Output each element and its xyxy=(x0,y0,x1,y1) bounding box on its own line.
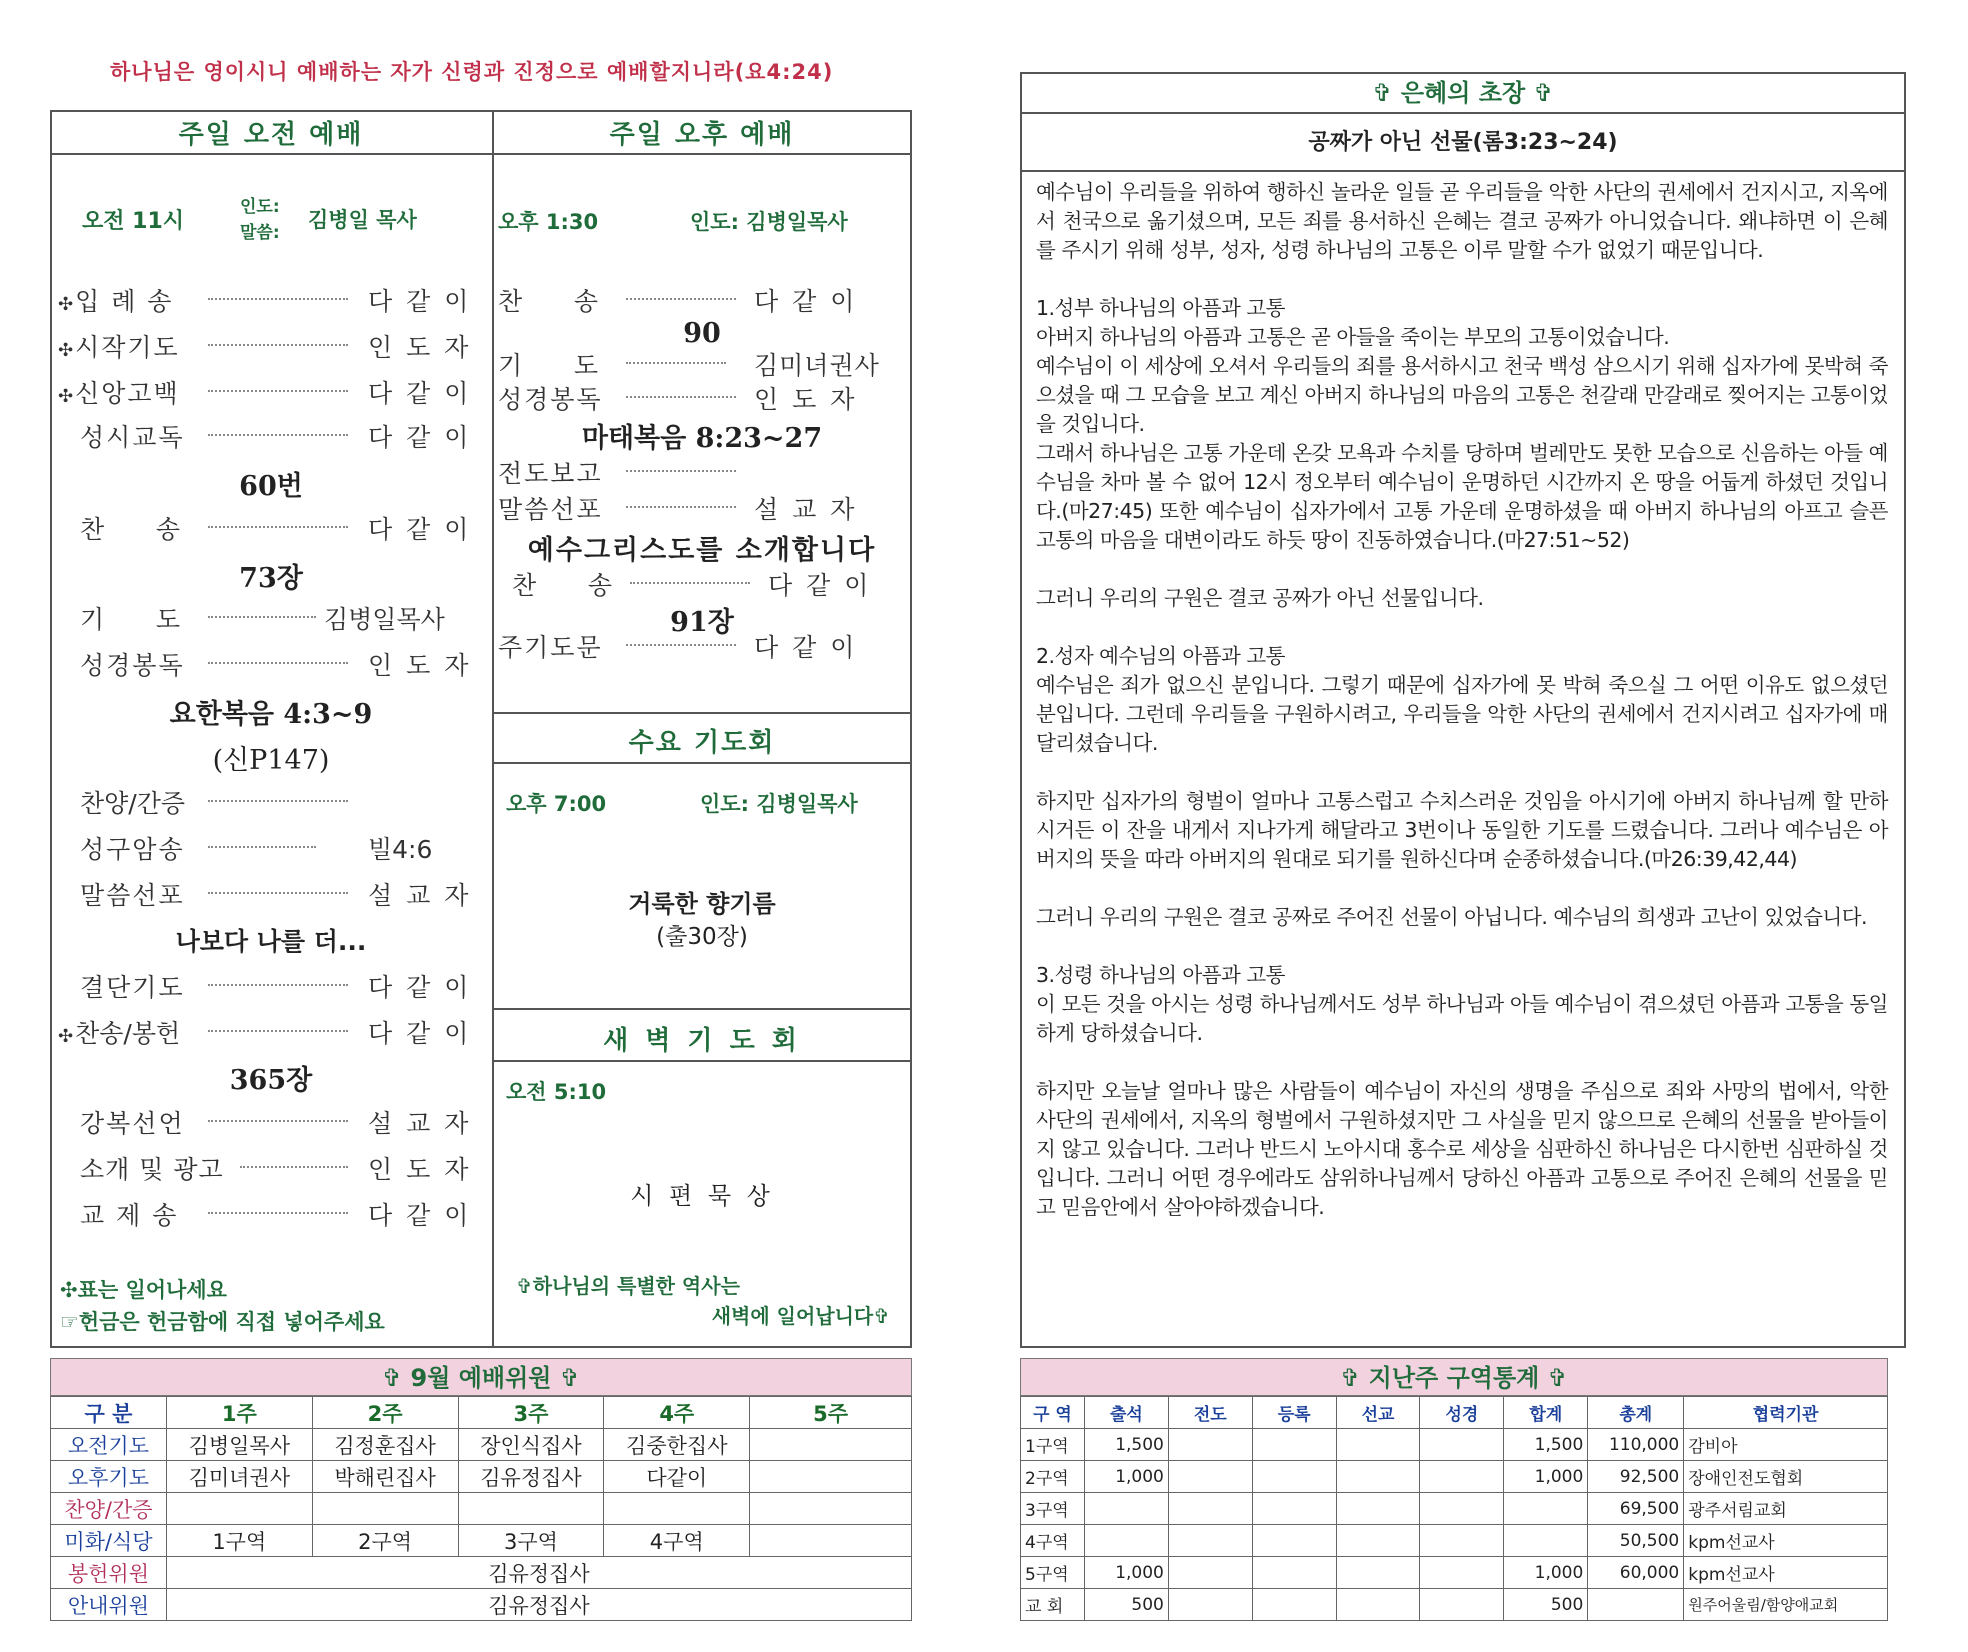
order-item xyxy=(80,646,480,680)
dotted-leader xyxy=(626,362,726,364)
morning-sermon-label: 말씀: xyxy=(240,223,280,243)
district-stats-table xyxy=(1020,1396,1888,1621)
table-cell: 2구역 xyxy=(312,1525,458,1557)
table-cell: 김유정집사 xyxy=(166,1557,911,1589)
morning-pastor: 김병일 목사 xyxy=(308,208,417,232)
order-value: 다 같 이 xyxy=(368,423,472,452)
column-header: 총계 xyxy=(1588,1397,1684,1429)
order-item xyxy=(498,490,908,524)
dawn-time: 오전 5:10 xyxy=(506,1080,607,1104)
order-label: 성시교독 xyxy=(80,423,185,452)
stand-note: ✣표는 일어나세요 xyxy=(60,1278,227,1302)
table-cell xyxy=(1168,1557,1252,1589)
dotted-leader xyxy=(626,396,736,398)
dotted-leader xyxy=(208,1212,348,1214)
dotted-leader xyxy=(208,344,348,346)
table-cell: 69,500 xyxy=(1588,1493,1684,1525)
table-cell xyxy=(1420,1493,1504,1525)
table-row xyxy=(1021,1589,1888,1621)
table-header-row xyxy=(1021,1397,1888,1429)
table-cell: 1,000 xyxy=(1504,1557,1588,1589)
order-item xyxy=(80,784,480,818)
table-cell xyxy=(1252,1589,1336,1621)
stand-up-icon: ✣ xyxy=(58,386,76,407)
afternoon-hymn: 90 xyxy=(683,318,721,349)
worship-committee-title: ✞ 9월 예배위원 ✞ xyxy=(382,1364,580,1392)
dotted-leader xyxy=(208,298,348,300)
table-cell: 1,000 xyxy=(1084,1557,1168,1589)
order-item xyxy=(58,328,478,362)
column-header: 구 역 xyxy=(1021,1397,1085,1429)
dotted-leader xyxy=(240,1166,348,1168)
dotted-leader xyxy=(630,582,750,584)
table-cell: 500 xyxy=(1084,1589,1168,1621)
table-cell xyxy=(1252,1429,1336,1461)
table-cell xyxy=(1252,1493,1336,1525)
table-cell: 2구역 xyxy=(1021,1461,1085,1493)
dotted-leader xyxy=(626,506,736,508)
table-cell xyxy=(1168,1525,1252,1557)
dotted-leader xyxy=(208,892,348,894)
wednesday-scripture: (출30장) xyxy=(656,924,748,950)
order-label: 결단기도 xyxy=(80,973,185,1002)
table-row xyxy=(51,1557,912,1589)
table-cell: 1,000 xyxy=(1084,1461,1168,1493)
article-paragraph: 예수님이 우리들을 위하여 행하신 놀라운 일들 곧 우리들을 악한 사단의 권세에서 건지시고, 지옥에서 천국으로 옮기셨으며, 모든 죄를 용서하신 은혜는 결코 공짜가 아니었습니다. 왜냐하면 이 은혜를 주시기 위해 성부, 성자, 성령 하나님의 고통은 이루 말할 수가 없었기 때문입니다. xyxy=(1036,180,1888,262)
order-item xyxy=(58,1014,478,1048)
table-cell: 3구역 xyxy=(1021,1493,1085,1525)
wednesday-service xyxy=(492,712,912,1008)
table-row xyxy=(1021,1557,1888,1589)
column-header: 선교 xyxy=(1336,1397,1420,1429)
offering-hymn: 365장 xyxy=(229,1065,313,1096)
table-cell xyxy=(1336,1493,1420,1525)
table-row xyxy=(1021,1429,1888,1461)
afternoon-sermon-title: 예수그리스도를 소개합니다 xyxy=(527,535,877,566)
order-value: 설 교 자 xyxy=(368,881,472,910)
order-label: 기 도 xyxy=(498,351,601,380)
order-value: 다 같 이 xyxy=(754,287,858,316)
table-cell xyxy=(1168,1493,1252,1525)
order-label: 찬 송 xyxy=(80,515,183,544)
column-header: 2주 xyxy=(312,1397,458,1429)
table-row xyxy=(1021,1493,1888,1525)
grace-title-bar xyxy=(1020,72,1906,114)
table-cell: 광주서림교회 xyxy=(1684,1493,1888,1525)
table-cell xyxy=(458,1493,604,1525)
dotted-leader xyxy=(626,470,736,472)
district-stats-title: ✞ 지난주 구역통계 ✞ xyxy=(1340,1364,1568,1392)
column-header: 합계 xyxy=(1504,1397,1588,1429)
table-cell xyxy=(1336,1429,1420,1461)
dotted-leader xyxy=(208,984,348,986)
order-value: 다 같 이 xyxy=(754,633,858,662)
table-cell xyxy=(604,1493,750,1525)
order-value: 다 같 이 xyxy=(368,287,472,316)
afternoon-time: 오후 1:30 xyxy=(498,210,599,234)
wednesday-time: 오후 7:00 xyxy=(506,792,607,816)
table-cell: 김정훈집사 xyxy=(312,1429,458,1461)
table-row xyxy=(51,1589,912,1621)
table-cell xyxy=(1336,1461,1420,1493)
table-cell: 김병일목사 xyxy=(166,1429,312,1461)
column-header: 5주 xyxy=(750,1397,912,1429)
psalm-number: 60번 xyxy=(239,471,303,502)
table-cell: 교 회 xyxy=(1021,1589,1085,1621)
order-label: 신앙고백 xyxy=(75,379,180,408)
order-item xyxy=(80,830,480,864)
morning-scripture-page: (신P147) xyxy=(212,745,330,776)
order-value: 다 같 이 xyxy=(768,571,872,600)
column-header: 성경 xyxy=(1420,1397,1504,1429)
morning-sermon-title: 나보다 나를 더... xyxy=(175,927,367,956)
morning-leader-label: 인도: xyxy=(240,197,280,217)
order-label: 시작기도 xyxy=(75,333,180,362)
table-cell xyxy=(1168,1461,1252,1493)
article-paragraph: 하지만 십자가의 형벌이 얼마나 고통스럽고 수치스러운 것임을 아시기에 아버지 하나님께 할 만하시거든 이 잔을 내게서 지나가게 해달라고 3번이나 동일한 기도를 드렸습니다. 그러나 예수님은 아버지의 뜻을 따라 아버지의 원대로 되기를 원하신다며 순종하셨습니다.(마26:39,42,44) xyxy=(1036,789,1888,871)
dawn-title: 새 벽 기 도 회 xyxy=(603,1026,801,1056)
morning-time: 오전 11시 xyxy=(82,209,185,234)
order-value: 다 같 이 xyxy=(368,1201,472,1230)
table-cell: 1,500 xyxy=(1504,1429,1588,1461)
table-row xyxy=(51,1493,912,1525)
article-paragraph: 하지만 오늘날 얼마나 많은 사람들이 예수님이 자신의 생명을 주심으로 죄와 사망의 법에서, 악한 사단의 권세에서, 지옥의 형벌에서 구원하셨지만 그 사실을 믿지 않으므로 은혜의 선물을 받아들이지 않고 있습니다. 그러나 반드시 노아시대 홍수로 세상을 심판하신 하나님은 다시한번 심판하실 것입니다. 그러니 어떤 경우에라도 삼위하나님께서 당하신 아픔과 고통으로 주어진 은혜의 선물을 믿고 믿음안에서 살아야하겠습니다. xyxy=(1036,1079,1888,1219)
grace-subtitle: 공짜가 아닌 선물(롬3:23~24) xyxy=(1308,130,1618,155)
table-cell: 김중한집사 xyxy=(604,1429,750,1461)
order-item xyxy=(498,380,908,414)
table-cell: kpm선교사 xyxy=(1684,1525,1888,1557)
table-header-row xyxy=(51,1397,912,1429)
offering-note: ☞헌금은 헌금함에 직접 넣어주세요 xyxy=(60,1310,385,1334)
order-label: 말씀선포 xyxy=(80,881,185,910)
column-header: 출석 xyxy=(1084,1397,1168,1429)
table-cell: 50,500 xyxy=(1588,1525,1684,1557)
order-label: 교 제 송 xyxy=(80,1201,179,1230)
order-label: 전도보고 xyxy=(498,459,603,488)
order-item xyxy=(80,600,500,634)
order-item xyxy=(80,1150,480,1184)
table-cell: 김미녀권사 xyxy=(166,1461,312,1493)
table-cell: 5구역 xyxy=(1021,1557,1085,1589)
wednesday-sermon-title: 거룩한 향기름 xyxy=(628,890,776,918)
article-paragraph: 그러니 우리의 구원은 결코 공짜로 주어진 선물이 아닙니다. 예수님의 희생과 고난이 있었습니다. xyxy=(1036,905,1868,929)
dotted-leader xyxy=(208,526,348,528)
order-label: 성경봉독 xyxy=(498,385,603,414)
order-label: 강복선언 xyxy=(80,1109,185,1138)
table-cell xyxy=(1252,1525,1336,1557)
role-cell: 찬양/간증 xyxy=(51,1493,167,1525)
order-item xyxy=(512,566,912,600)
table-cell: 1,000 xyxy=(1504,1461,1588,1493)
grace-article-body xyxy=(1036,178,1888,1222)
table-cell xyxy=(750,1525,912,1557)
afternoon-scripture: 마태복음 8:23~27 xyxy=(581,423,823,454)
table-cell: 박해린집사 xyxy=(312,1461,458,1493)
dotted-leader xyxy=(208,1030,348,1032)
dotted-leader xyxy=(208,434,348,436)
order-item xyxy=(80,510,480,544)
order-item xyxy=(80,968,480,1002)
dawn-note-1: ✞하나님의 특별한 역사는 xyxy=(516,1274,740,1298)
dotted-leader xyxy=(208,846,316,848)
order-value: 인 도 자 xyxy=(368,1155,472,1184)
order-label: 주기도문 xyxy=(498,633,603,662)
table-cell xyxy=(1420,1461,1504,1493)
table-row xyxy=(51,1525,912,1557)
table-cell: 1,500 xyxy=(1084,1429,1168,1461)
table-cell xyxy=(1168,1589,1252,1621)
wednesday-leader: 인도: 김병일목사 xyxy=(700,792,858,816)
dotted-leader xyxy=(626,298,736,300)
role-cell: 오전기도 xyxy=(51,1429,167,1461)
table-cell xyxy=(1588,1589,1684,1621)
order-label: 성구암송 xyxy=(80,835,185,864)
order-value: 인 도 자 xyxy=(368,333,472,362)
order-item xyxy=(80,1104,480,1138)
worship-committee-banner xyxy=(50,1358,912,1396)
order-item xyxy=(498,346,912,380)
order-value: 다 같 이 xyxy=(368,515,472,544)
stand-up-icon: ✣ xyxy=(58,340,76,361)
order-value: 인 도 자 xyxy=(754,385,858,414)
table-row xyxy=(1021,1525,1888,1557)
table-cell xyxy=(1168,1429,1252,1461)
table-cell xyxy=(1252,1557,1336,1589)
order-label: 입 례 송 xyxy=(75,287,174,316)
table-row xyxy=(51,1429,912,1461)
table-cell: 4구역 xyxy=(1021,1525,1085,1557)
table-cell: 김유정집사 xyxy=(166,1589,911,1621)
column-header: 3주 xyxy=(458,1397,604,1429)
article-paragraph: 3.성령 하나님의 아픔과 고통 이 모든 것을 아시는 성령 하나님께서도 성부 하나님과 아들 예수님이 겪으셨던 아픔과 고통을 동일하게 당하셨습니다. xyxy=(1036,963,1888,1045)
morning-title: 주일 오전 예배 xyxy=(178,120,364,150)
morning-service xyxy=(50,110,492,1348)
top-verse: 하나님은 영이시니 예배하는 자가 신령과 진정으로 예배할지니라(요4:24) xyxy=(110,60,834,84)
table-cell xyxy=(166,1493,312,1525)
dotted-leader xyxy=(208,616,316,618)
column-header: 등록 xyxy=(1252,1397,1336,1429)
order-value: 김병일목사 xyxy=(324,605,445,634)
order-value: 설 교 자 xyxy=(368,1109,472,1138)
column-header: 전도 xyxy=(1168,1397,1252,1429)
table-cell xyxy=(1420,1525,1504,1557)
role-cell: 미화/식당 xyxy=(51,1525,167,1557)
article-paragraph: 1.성부 하나님의 아픔과 고통 아버지 하나님의 아픔과 고통은 곧 아들을 죽이는 부모의 고통이었습니다. 예수님이 이 세상에 오셔서 우리들의 죄를 용서하시고 천국 백성 삼으시기 위해 십자가에 못박혀 죽으셨을 때 그 모습을 보고 계신 아버지 하나님의 마음의 고통은 천갈래 만갈래로 찢어지는 고통이었을 것입니다. 그래서 하나님은 고통 가운데 온갖 모욕과 수치를 당하며 벌레만도 못한 모습으로 신음하는 아들 예수님을 차마 볼 수 없어 12시 정오부터 예수님이 운명하던 시간까지 온 땅을 어둡게 하셨던 것입니다.(마27:45) 또한 예수님이 십자가에서 고통 가운데 운명하셨을 때 아버지 하나님의 아프고 슬픈 고통의 마음을 대변이라도 하듯 땅이 진동하였습니다.(마27:51~52) xyxy=(1036,296,1888,552)
order-item xyxy=(58,282,478,316)
table-cell: 3구역 xyxy=(458,1525,604,1557)
stand-up-icon: ✣ xyxy=(58,1026,76,1047)
table-cell: 4구역 xyxy=(604,1525,750,1557)
order-value: 빌4:6 xyxy=(368,835,433,864)
order-label: 성경봉독 xyxy=(80,651,185,680)
order-value: 김미녀권사 xyxy=(754,351,880,380)
wednesday-title: 수요 기도회 xyxy=(628,728,776,758)
afternoon-service xyxy=(492,110,912,710)
hymn-number: 73장 xyxy=(239,563,303,594)
role-cell: 안내위원 xyxy=(51,1589,167,1621)
table-cell: 장애인전도협회 xyxy=(1684,1461,1888,1493)
order-label: 기 도 xyxy=(80,605,183,634)
table-cell xyxy=(1336,1557,1420,1589)
order-value: 설 교 자 xyxy=(754,495,858,524)
table-cell: 60,000 xyxy=(1588,1557,1684,1589)
table-cell xyxy=(1504,1525,1588,1557)
table-cell: 1구역 xyxy=(166,1525,312,1557)
order-item xyxy=(80,418,480,452)
table-cell xyxy=(1420,1429,1504,1461)
order-label: 소개 및 광고 xyxy=(80,1155,224,1184)
order-item xyxy=(498,282,908,316)
order-label: 찬 송 xyxy=(512,571,615,600)
morning-scripture: 요한복음 4:3~9 xyxy=(169,699,373,730)
table-cell: 500 xyxy=(1504,1589,1588,1621)
column-header: 구 분 xyxy=(51,1397,167,1429)
table-cell: 110,000 xyxy=(1588,1429,1684,1461)
table-cell xyxy=(750,1429,912,1461)
table-cell: kpm선교사 xyxy=(1684,1557,1888,1589)
order-item xyxy=(58,374,478,408)
table-cell xyxy=(1336,1589,1420,1621)
role-cell: 봉헌위원 xyxy=(51,1557,167,1589)
dotted-leader xyxy=(626,644,736,646)
order-item xyxy=(80,1196,480,1230)
table-cell xyxy=(750,1461,912,1493)
article-paragraph: 그러니 우리의 구원은 결코 공짜가 아닌 선물입니다. xyxy=(1036,586,1484,610)
order-label: 말씀선포 xyxy=(498,495,603,524)
grace-title: ✞ 은혜의 초장 ✞ xyxy=(1372,79,1554,107)
table-cell: 김유정집사 xyxy=(458,1461,604,1493)
order-label: 찬양/간증 xyxy=(80,789,186,818)
dotted-leader xyxy=(208,662,348,664)
dotted-leader xyxy=(208,1120,348,1122)
district-stats-banner xyxy=(1020,1358,1888,1396)
table-cell xyxy=(1084,1525,1168,1557)
table-cell xyxy=(1336,1525,1420,1557)
table-cell: 1구역 xyxy=(1021,1429,1085,1461)
article-paragraph: 2.성자 예수님의 아픔과 고통 예수님은 죄가 없으신 분입니다. 그렇기 때문에 십자가에 못 박혀 죽으실 그 어떤 이유도 없으셨던 분입니다. 그런데 우리들을 구원하시려고, 우리들을 악한 사단의 권세에서 건지시려고 십자가에 매달리셨습니다. xyxy=(1036,644,1888,755)
table-cell: 다같이 xyxy=(604,1461,750,1493)
dawn-note-2: 새벽에 일어납니다✞ xyxy=(711,1304,890,1328)
column-header: 4주 xyxy=(604,1397,750,1429)
table-cell: 원주어울림/함양애교회 xyxy=(1684,1589,1888,1621)
order-item xyxy=(80,876,480,910)
column-header: 협력기관 xyxy=(1684,1397,1888,1429)
order-label: 찬 송 xyxy=(498,287,601,316)
table-row xyxy=(1021,1461,1888,1493)
table-cell xyxy=(1420,1557,1504,1589)
order-value: 다 같 이 xyxy=(368,1019,472,1048)
table-cell: 장인식집사 xyxy=(458,1429,604,1461)
order-item xyxy=(498,628,908,662)
table-cell xyxy=(750,1493,912,1525)
afternoon-leader: 인도: 김병일목사 xyxy=(690,210,848,234)
afternoon-title: 주일 오후 예배 xyxy=(609,120,795,150)
dotted-leader xyxy=(208,390,348,392)
table-cell xyxy=(1252,1461,1336,1493)
table-cell xyxy=(1084,1493,1168,1525)
table-cell: 92,500 xyxy=(1588,1461,1684,1493)
order-value: 인 도 자 xyxy=(368,651,472,680)
table-row xyxy=(51,1461,912,1493)
table-cell: 감비아 xyxy=(1684,1429,1888,1461)
dawn-service xyxy=(492,1008,912,1348)
table-cell xyxy=(1420,1589,1504,1621)
afternoon-closing-hymn: 91장 xyxy=(670,607,734,638)
column-header: 1주 xyxy=(166,1397,312,1429)
dawn-content: 시 편 묵 상 xyxy=(630,1182,774,1210)
order-item xyxy=(498,454,908,488)
table-cell xyxy=(1504,1493,1588,1525)
table-cell xyxy=(312,1493,458,1525)
stand-up-icon: ✣ xyxy=(58,294,76,315)
dotted-leader xyxy=(208,800,348,802)
order-value: 다 같 이 xyxy=(368,379,472,408)
order-label: 찬송/봉헌 xyxy=(75,1019,181,1048)
grace-subtitle-bar xyxy=(1020,114,1906,172)
role-cell: 오후기도 xyxy=(51,1461,167,1493)
worship-committee-table xyxy=(50,1396,912,1621)
order-value: 다 같 이 xyxy=(368,973,472,1002)
